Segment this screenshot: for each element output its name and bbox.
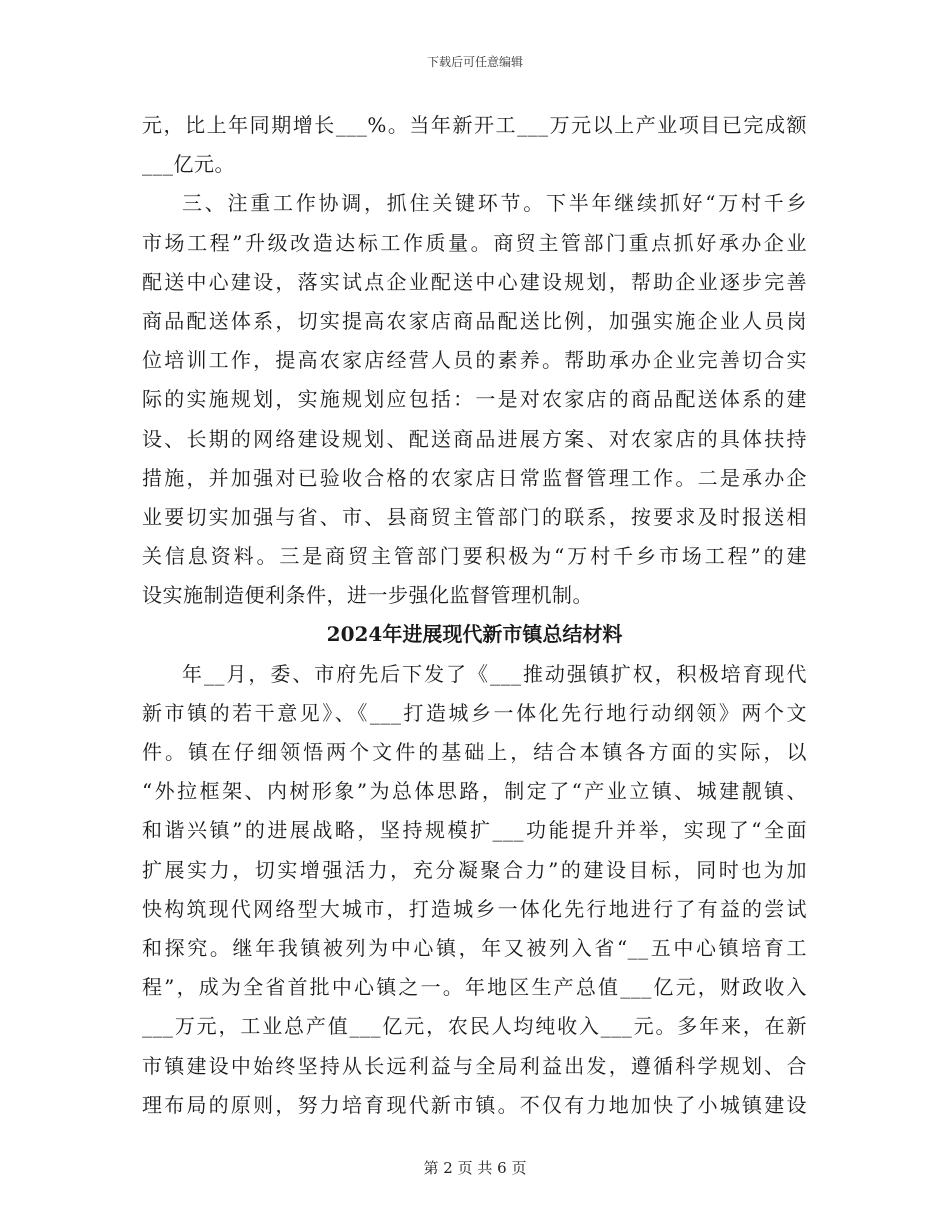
paragraph-line: 商品配送体系，切实提高农家店商品配送比例，加强实施企业人员岗 [142,308,807,333]
paragraph-line: ___万元，工业总产值___亿元，农民人均纯收入___元。多年来，在新 [142,1014,807,1039]
section-title: 2024年进展现代新市镇总结材料 [326,622,623,647]
paragraph-line: 新市镇的若干意见》、《___打造城乡一体化先行地行动纲领》两个文 [142,700,807,725]
paragraph-line: 件。镇在仔细领悟两个文件的基础上，结合本镇各方面的实际，以 [142,740,807,764]
page-header: 下载后可任意编辑 [426,55,523,69]
paragraph-line: 程”，成为全省首批中心镇之一。年地区生产总值___亿元，财政收入 [142,975,807,1000]
paragraph-line: 业要切实加强与省、市、县商贸主管部门的联系，按要求及时报送相 [142,504,807,529]
document-body [142,106,807,1125]
paragraph-line: 关信息资料。三是商贸主管部门要积极为“万村千乡市场工程”的建 [142,544,807,569]
paragraph-line: 配送中心建设，落实试点企业配送中心建设规划，帮助企业逐步完善 [142,269,807,294]
paragraph-line: 市镇建设中始终坚持从长远利益与全局利益出发，遵循科学规划、合 [142,1053,807,1078]
paragraph-line: 设实施制造便利条件，进一步强化监督管理机制。 [142,583,593,608]
paragraph-line: 市场工程”升级改造达标工作质量。商贸主管部门重点抓好承办企业 [142,230,807,255]
paragraph-line: 设、长期的网络建设规划、配送商品进展方案、对农家店的具体扶持 [142,426,807,451]
paragraph-line: 位培训工作，提高农家店经营人员的素养。帮助承办企业完善切合实 [142,348,807,373]
paragraph-line: 快构筑现代网络型大城市，打造城乡一体化先行地进行了有益的尝试 [142,896,807,921]
paragraph-line: 扩展实力，切实增强活力，充分凝聚合力”的建设目标，同时也为加 [142,857,807,882]
paragraph-line: “外拉框架、内树形象”为总体思路，制定了“产业立镇、城建靓镇、 [142,779,807,804]
paragraph-line: 理布局的原则，努力培育现代新市镇。不仅有力地加快了小城镇建设 [142,1092,807,1117]
paragraph-line: 和探究。继年我镇被列为中心镇，年又被列入省“__五中心镇培育工 [142,935,807,960]
paragraph-line: 措施，并加强对已验收合格的农家店日常监督管理工作。二是承办企 [142,465,807,490]
paragraph-line: 三、注重工作协调，抓住关键环节。下半年继续抓好“万村千乡 [182,191,807,216]
paragraph-line: 年__月，委、市府先后下发了《___推动强镇扩权，积极培育现代 [182,661,807,686]
paragraph-line: ___亿元。 [142,152,235,177]
paragraph-line: 际的实施规划，实施规划应包括：一是对农家店的商品配送体系的建 [142,387,807,412]
paragraph-line: 和谐兴镇”的进展战略，坚持规模扩___功能提升并举，实现了“全面 [142,818,807,843]
page-number: 第 2 页 共 6 页 [423,1159,527,1177]
paragraph-line: 元，比上年同期增长___%。当年新开工___万元以上产业项目已完成额 [142,113,807,137]
